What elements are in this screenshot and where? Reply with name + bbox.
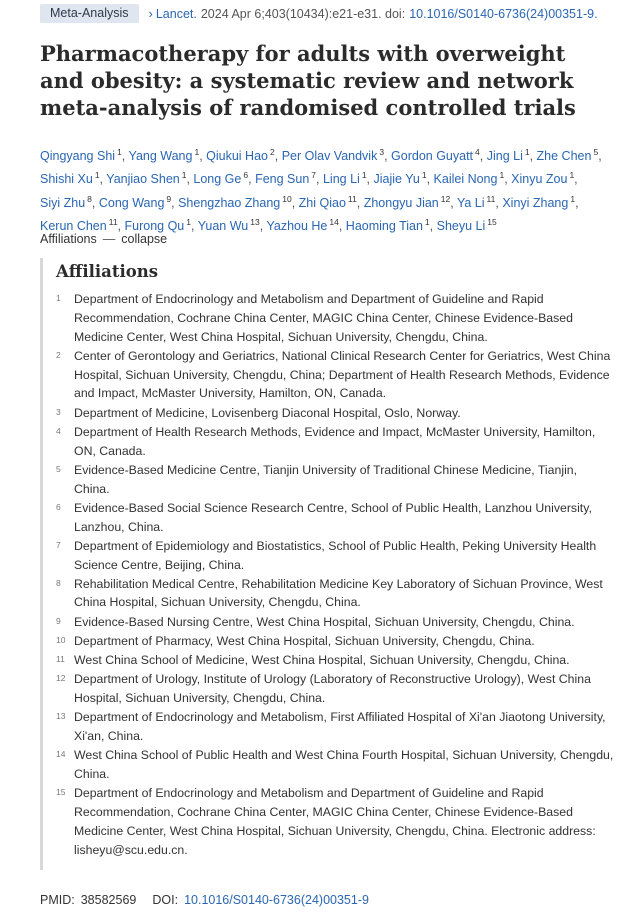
author-affiliation-ref[interactable]: 1	[361, 170, 367, 181]
affiliation-item	[56, 290, 618, 346]
citation-text: 2024 Apr 6;403(10434):e21-e31. doi:	[200, 6, 406, 21]
affiliation-item	[56, 632, 618, 651]
pmid-value: 38582569	[80, 893, 137, 907]
collapse-link[interactable]: collapse	[121, 232, 168, 246]
affiliation-number: 2	[56, 349, 61, 360]
affiliations-panel	[40, 258, 618, 870]
author-affiliation-ref[interactable]: 1	[524, 147, 530, 157]
affiliation-text: Department of Urology, Institute of Urology (Laboratory of Reconstructive Urology), West China Hospital, Sichuan University, Chengdu, China.	[74, 672, 591, 706]
author-affiliation-ref[interactable]: 12	[440, 193, 451, 204]
affiliation-text: West China School of Medicine, West China Hospital, Sichuan University, Chengdu, China.	[74, 653, 570, 668]
author-name[interactable]: Jing Li	[486, 149, 523, 163]
author-name[interactable]: Ya Li	[456, 195, 485, 210]
author-affiliation-ref[interactable]: 9	[166, 193, 172, 204]
affiliation-number: 4	[56, 425, 61, 436]
affiliation-number: 9	[56, 615, 61, 626]
author-affiliation-ref[interactable]: 11	[347, 193, 357, 204]
affiliation-item	[56, 575, 618, 613]
affiliation-item	[56, 537, 618, 575]
affiliation-item	[56, 746, 618, 784]
affiliation-number: 8	[56, 577, 61, 588]
affiliation-text: Department of Endocrinology and Metabolism and Department of Guideline and Rapid Recommendation, Cochrane China Center, MAGIC China Center, Chinese Evidence-Based Medicine Center, West China Hospital, Sichuan University, Chengdu, China. Electronic address: lisheyu@scu.edu.cn.	[74, 786, 596, 857]
author-link[interactable]	[537, 149, 599, 163]
author-link[interactable]	[436, 216, 497, 233]
author-link[interactable]	[255, 172, 316, 186]
author-link[interactable]	[40, 172, 100, 186]
author-link[interactable]	[323, 172, 367, 186]
affiliation-item	[56, 461, 618, 499]
author-link[interactable]	[106, 172, 186, 186]
author-link[interactable]	[129, 149, 200, 163]
author-link[interactable]	[391, 149, 480, 163]
author-name[interactable]: Yuan Wu	[197, 218, 249, 233]
affiliations-toggle[interactable]	[40, 232, 167, 246]
author-link[interactable]	[40, 216, 118, 233]
affiliation-number: 14	[56, 749, 66, 760]
author-affiliation-ref[interactable]: 6	[243, 170, 249, 181]
author-link[interactable]	[487, 149, 530, 163]
author-name[interactable]: Ling Li	[322, 172, 360, 187]
affiliations-list	[56, 290, 618, 859]
affiliation-item	[56, 404, 618, 423]
author-name[interactable]: Xinyu Zou	[511, 172, 568, 187]
affiliation-item	[56, 670, 618, 708]
author-affiliation-ref[interactable]: 8	[87, 193, 92, 204]
affiliations-heading: Affiliations	[56, 262, 159, 281]
author-link[interactable]	[434, 172, 505, 186]
author-affiliation-ref[interactable]: 1	[569, 170, 575, 181]
author-name[interactable]: Haoming Tian	[345, 218, 423, 233]
author-affiliation-ref[interactable]: 1	[570, 193, 576, 204]
author-name[interactable]: Gordon Guyatt	[391, 149, 474, 163]
author-affiliation-ref[interactable]: 4	[475, 147, 480, 157]
affiliation-text: Department of Epidemiology and Biostatistics, School of Public Health, Peking University Health Science Centre, Beijing, China.	[74, 538, 597, 572]
author-name[interactable]: Xinyi Zhang	[502, 195, 569, 210]
journal-link[interactable]: Lancet.	[155, 6, 197, 21]
doi-label: DOI:	[152, 893, 179, 907]
affiliation-number: 3	[56, 406, 61, 417]
author-affiliation-ref[interactable]: 7	[311, 170, 317, 181]
affiliation-item	[56, 423, 618, 461]
affiliation-item	[56, 651, 618, 670]
affiliation-text: Department of Pharmacy, West China Hospital, Sichuan University, Chengdu, China.	[74, 633, 535, 648]
author-affiliation-ref[interactable]: 1	[424, 216, 430, 227]
article-type-badge[interactable]: Meta-Analysis	[40, 4, 139, 23]
affiliation-item	[56, 347, 618, 403]
affiliation-text: Evidence-Based Nursing Centre, West China Hospital, Sichuan University, Chengdu, China.	[74, 614, 575, 629]
author-name[interactable]: Yazhou He	[266, 218, 328, 233]
toggle-dash: —	[102, 232, 116, 246]
author-affiliation-ref[interactable]: 15	[487, 216, 497, 227]
author-affiliation-ref[interactable]: 1	[186, 216, 191, 227]
author-name[interactable]: Zhi Qiao	[298, 195, 346, 210]
author-name[interactable]: Yang Wang	[128, 149, 193, 163]
author-link[interactable]	[193, 172, 248, 186]
affiliation-number: 6	[56, 501, 61, 512]
author-name[interactable]: Siyi Zhu	[40, 195, 86, 210]
affiliation-number: 15	[56, 787, 66, 798]
author-link[interactable]	[363, 193, 451, 210]
author-affiliation-ref[interactable]: 5	[593, 147, 599, 157]
author-affiliation-ref[interactable]: 1	[117, 147, 122, 157]
author-affiliation-ref[interactable]: 11	[108, 216, 118, 227]
affiliations-toggle-label: Affiliations	[40, 232, 97, 246]
affiliation-item	[56, 499, 618, 537]
author-link[interactable]	[266, 216, 339, 233]
author-affiliation-ref[interactable]: 3	[379, 147, 385, 157]
author-link[interactable]	[282, 149, 384, 163]
article-title: Pharmacotherapy for adults with overweight and obesity: a systematic review and network meta-analysis of randomised controlled trials	[40, 41, 576, 120]
author-list: Qingyang Shi $^1$, Yang Wang $^1$, Qiukui Hao $^2$, Per Olav Vandvik $^3$, Gordon Guyatt $^4$, Jing Li $^1$, Zhe Chen $^5$, Shishi Xu $^1$, Yanjiao Shen $^1$, Long Ge $^6$, Feng Sun $^7$, Ling Li $^1$, Jiajie Yu $^1$, Kailei Nong $^1$, Xinyu Zou $^1$, Siyi Zhu $^8$, Cong Wang $^9$, Shengzhao Zhang $^{10}$, Zhi Qiao $^{11}$, Zhongyu Jian $^{12}$, Ya Li $^{11}$, Xinyi Zhang $^1$, Kerun Chen $^{11}$, Furong Qu $^1$, Yuan Wu $^{13}$, Yazhou He $^{14}$, Haoming Tian $^1$, Sheyu Li $^{15}$	[40, 147, 602, 233]
author-name[interactable]: Feng Sun	[255, 172, 310, 187]
author-name[interactable]: Sheyu Li	[436, 218, 486, 233]
affiliation-text: Department of Medicine, Lovisenberg Diaconal Hospital, Oslo, Norway.	[74, 405, 461, 420]
affiliation-number: 10	[56, 634, 66, 645]
author-name[interactable]: Per Olav Vandvik	[281, 149, 378, 163]
affiliation-text: Center of Gerontology and Geriatrics, National Clinical Research Center for Geriatrics, West China Hospital, Sichuan University, Chengdu, China; Department of Health Research Methods, Evidence and Impact, McMaster University, Hamilton, ON, Canada.	[74, 348, 611, 401]
affiliation-text: West China School of Public Health and West China Fourth Hospital, Sichuan University, Chengdu, China.	[74, 748, 614, 781]
author-link[interactable]	[197, 216, 260, 233]
citation-bar	[40, 4, 598, 23]
article-identifiers	[40, 893, 369, 907]
author-affiliation-ref[interactable]: 1	[194, 147, 200, 157]
author-link[interactable]	[345, 216, 430, 233]
author-name[interactable]: Qiukui Hao	[206, 149, 268, 163]
author-name[interactable]: Shishi Xu	[40, 172, 93, 187]
affiliation-text: Evidence-Based Medicine Centre, Tianjin University of Traditional Chinese Medicine, Tianjin, China.	[74, 462, 578, 496]
author-name[interactable]: Long Ge	[193, 172, 242, 187]
author-name[interactable]: Yanjiao Shen	[106, 172, 180, 187]
author-name[interactable]: Zhe Chen	[536, 149, 592, 163]
author-affiliation-ref[interactable]: 11	[486, 193, 496, 204]
author-link[interactable]	[502, 193, 576, 210]
affiliation-item	[56, 708, 618, 746]
affiliation-number: 5	[56, 463, 61, 474]
affiliation-item	[56, 784, 618, 859]
affiliation-text: Department of Endocrinology and Metabolism, First Affiliated Hospital of Xi'an Jiaotong University, Xi'an, China.	[74, 710, 606, 744]
author-affiliation-ref[interactable]: 1	[94, 170, 100, 181]
footer-doi-link[interactable]: 10.1016/S0140-6736(24)00351-9	[184, 893, 369, 907]
author-affiliation-ref[interactable]: 10	[282, 193, 292, 204]
author-affiliation-ref[interactable]: 2	[270, 147, 275, 157]
author-name[interactable]: Qingyang Shi	[40, 149, 116, 163]
chevron-right-icon: ›	[148, 6, 153, 21]
affiliation-number: 7	[56, 539, 61, 550]
affiliation-text: Rehabilitation Medical Centre, Rehabilitation Medicine Key Laboratory of Sichuan Province, West China Hospital, Sichuan University, Chengdu, China.	[74, 576, 603, 610]
author-affiliation-ref[interactable]: 1	[421, 170, 427, 181]
affiliation-number: 11	[56, 654, 65, 665]
affiliation-text: Evidence-Based Social Science Research Centre, School of Public Health, Lanzhou University, Lanzhou, China.	[74, 500, 592, 534]
author-link[interactable]	[511, 172, 574, 186]
affiliation-number: 12	[56, 673, 66, 684]
author-link[interactable]	[40, 193, 92, 210]
author-link[interactable]	[206, 149, 275, 163]
affiliation-text: Department of Endocrinology and Metabolism and Department of Guideline and Rapid Recommendation, Cochrane China Center, MAGIC China Center, Chinese Evidence-Based Medicine Center, West China Hospital, Sichuan University, Chengdu, China.	[74, 292, 573, 344]
author-name[interactable]: Jiajie Yu	[373, 172, 420, 187]
affiliation-item	[56, 613, 618, 632]
affiliation-number: 1	[56, 293, 61, 303]
author-affiliation-ref[interactable]: 13	[250, 216, 260, 227]
affiliation-number: 13	[56, 711, 66, 722]
author-link[interactable]	[178, 193, 292, 210]
author-link[interactable]	[456, 193, 496, 210]
author-link[interactable]	[124, 216, 192, 233]
author-affiliation-ref[interactable]: 14	[329, 216, 339, 227]
author-affiliation-ref[interactable]: 1	[181, 170, 187, 181]
author-name[interactable]: Furong Qu	[124, 218, 185, 233]
author-link[interactable]	[40, 149, 122, 163]
author-name[interactable]: Cong Wang	[98, 195, 165, 210]
header-doi-link[interactable]: 10.1016/S0140-6736(24)00351-9.	[409, 6, 598, 21]
author-name[interactable]: Zhongyu Jian	[363, 195, 439, 210]
author-name[interactable]: Kerun Chen	[40, 218, 107, 233]
author-name[interactable]: Shengzhao Zhang	[178, 195, 281, 210]
author-link[interactable]	[374, 172, 427, 186]
author-affiliation-ref[interactable]: 1	[499, 170, 505, 181]
author-name[interactable]: Kailei Nong	[433, 172, 498, 187]
author-link[interactable]	[98, 193, 172, 210]
pmid-label: PMID:	[40, 893, 75, 907]
author-link[interactable]	[298, 193, 357, 210]
affiliation-text: Department of Health Research Methods, Evidence and Impact, McMaster University, Hamilton, ON, Canada.	[74, 424, 596, 458]
